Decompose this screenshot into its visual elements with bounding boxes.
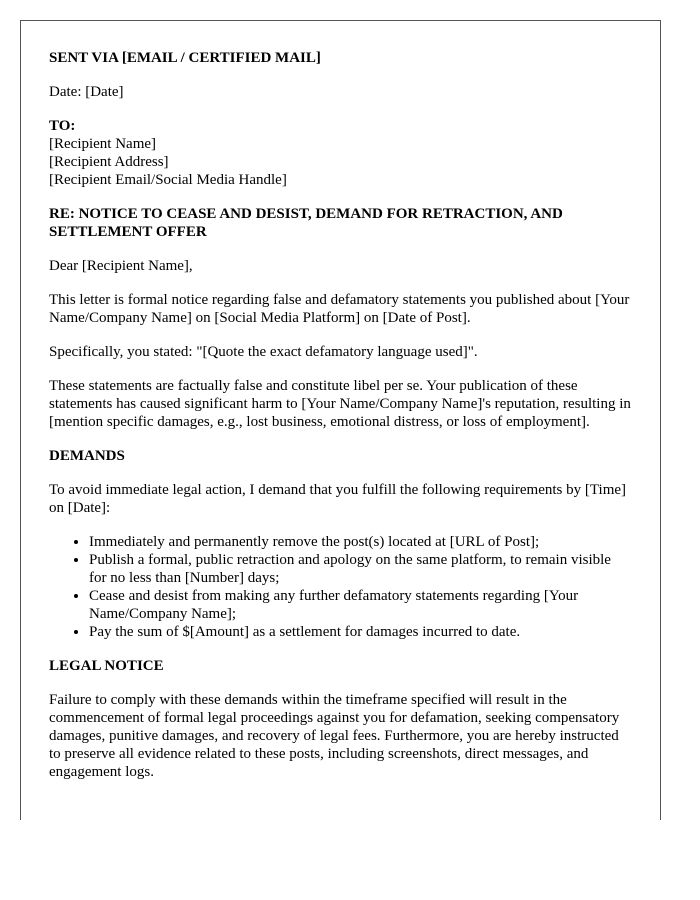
- list-item: • Publish a formal, public retraction and apology on the same platform, to remain visible for no less than [Number] days;: [89, 551, 632, 587]
- body-paragraph: This letter is formal notice regarding false and defamatory statements you published about [Your Name/Company Name] on [Social Media Platform] on [Date of Post].: [49, 292, 630, 326]
- list-item: • Pay the sum of $[Amount] as a settlement for damages incurred to date.: [89, 623, 632, 641]
- to-label: TO:: [49, 118, 76, 134]
- recipient-block: [49, 117, 632, 189]
- recipient-address: [Recipient Address]: [49, 154, 169, 170]
- recipient-name: [Recipient Name]: [49, 136, 157, 152]
- list-item: • Cease and desist from making any further defamatory statements regarding [Your Name/Company Name];: [89, 587, 632, 623]
- recipient-handle: [Recipient Email/Social Media Handle]: [49, 172, 287, 188]
- body-paragraph: These statements are factually false and constitute libel per se. Your publication of these statements has caused significant harm to [Your Name/Company Name]'s reputation, resulting in [mention specific damages, e.g., lost business, emotional distress, or loss of employment].: [49, 378, 631, 430]
- legal-notice-heading: LEGAL NOTICE: [49, 658, 164, 674]
- sent-via-line: SENT VIA [EMAIL / CERTIFIED MAIL]: [49, 50, 321, 66]
- demands-list: [49, 533, 632, 641]
- demands-intro: To avoid immediate legal action, I demand that you fulfill the following requirements by [Time] on [Date]:: [49, 482, 627, 516]
- date-line: Date: [Date]: [49, 84, 124, 100]
- demands-heading: DEMANDS: [49, 448, 125, 464]
- re-line: RE: NOTICE TO CEASE AND DESIST, DEMAND FOR RETRACTION, AND SETTLEMENT OFFER: [49, 206, 563, 240]
- salutation: Dear [Recipient Name],: [49, 258, 193, 274]
- list-item: • Immediately and permanently remove the post(s) located at [URL of Post];: [89, 533, 632, 551]
- body-paragraph: Specifically, you stated: "[Quote the exact defamatory language used]".: [49, 344, 478, 360]
- legal-notice-text: Failure to comply with these demands within the timeframe specified will result in the commencement of formal legal proceedings against you for defamation, seeking compensatory damages, punitive damages, and recovery of legal fees. Furthermore, you are hereby instructed to preserve all evidence related to these posts, including screenshots, direct messages, and engagement logs.: [49, 692, 620, 780]
- letter-page: [20, 20, 661, 820]
